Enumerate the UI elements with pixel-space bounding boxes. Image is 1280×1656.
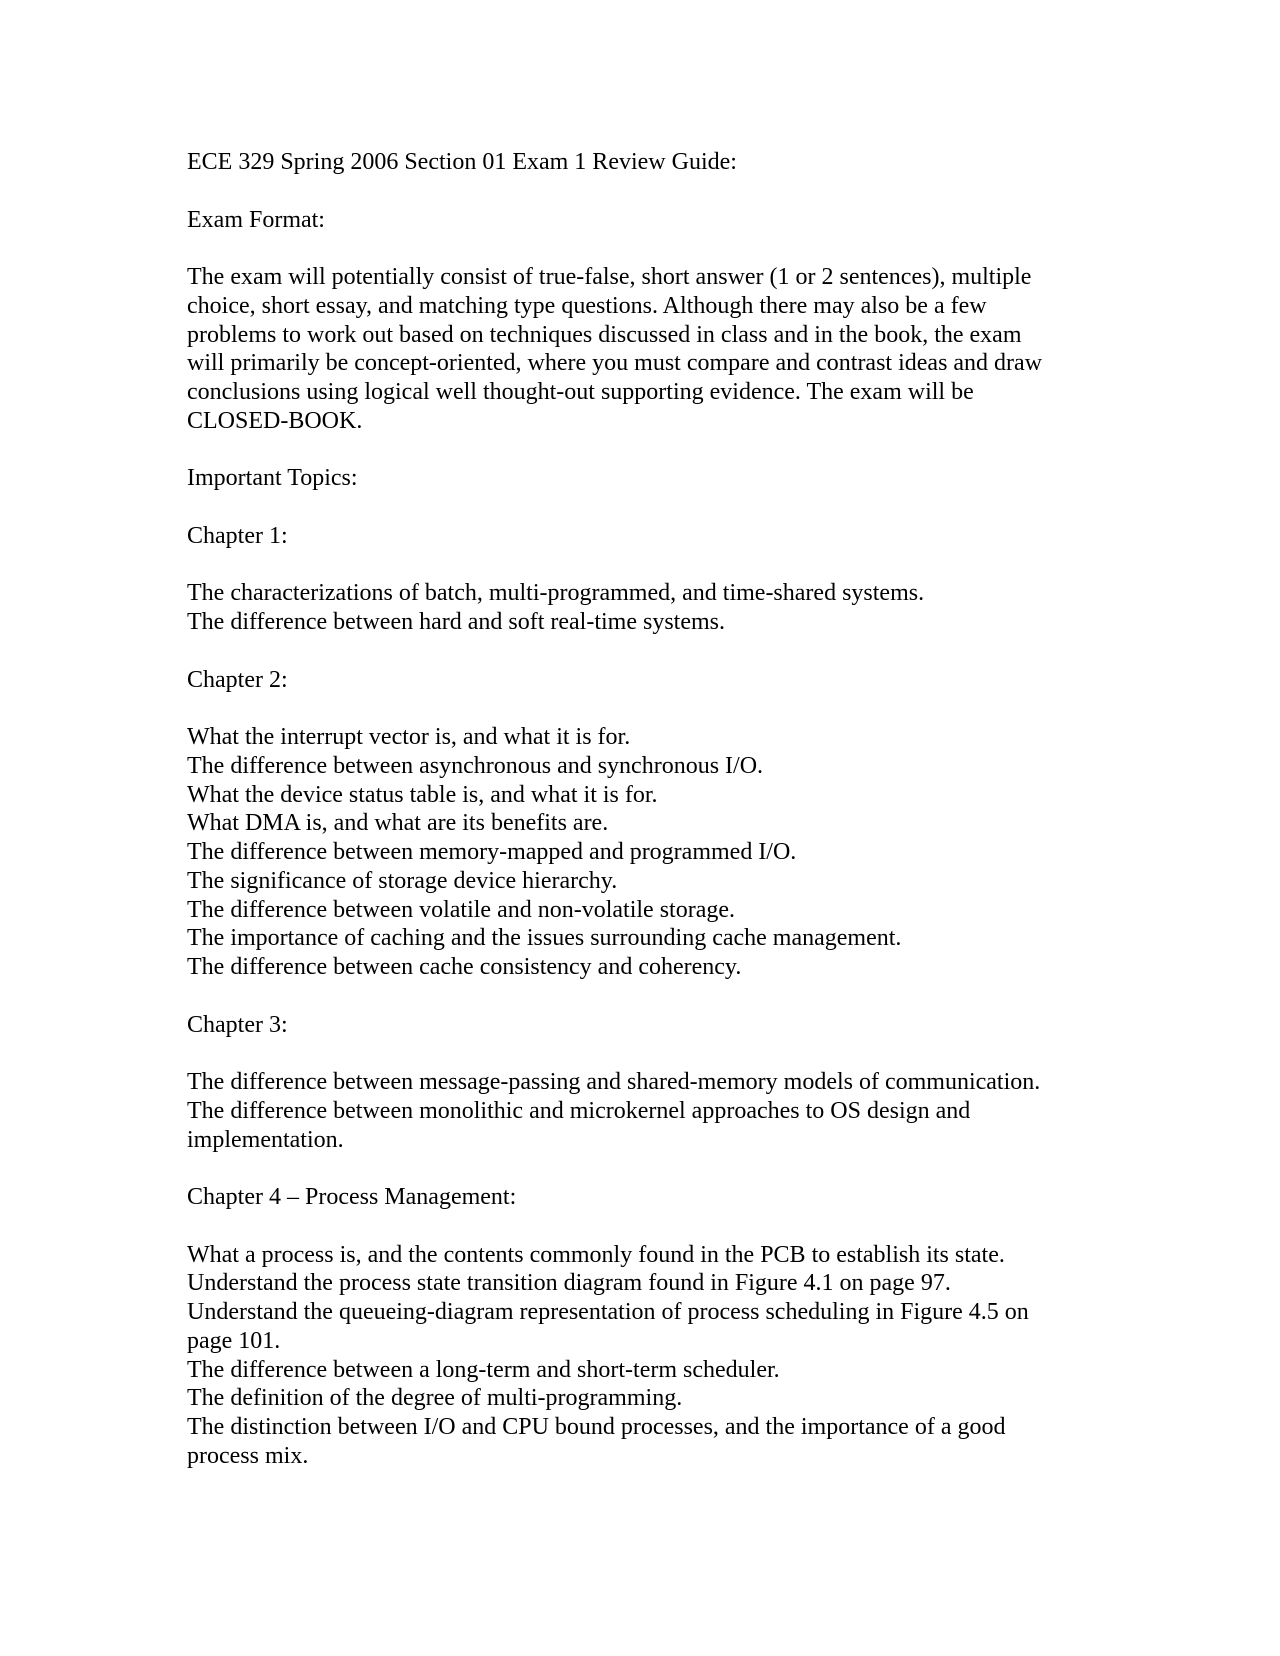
topic-line: implementation. [187, 1126, 344, 1153]
document-page [187, 148, 1087, 1499]
topic-line: The difference between cache consistency and coherency. [187, 954, 742, 980]
paragraph-line: The exam will potentially consist of true-false, short answer (1 or 2 sentences), multiple [187, 264, 1032, 290]
topic-line: The difference between a long-term and short-term scheduler. [187, 1356, 780, 1383]
chapter-3-heading [187, 1011, 1087, 1040]
exam-format-heading [187, 206, 1087, 235]
title-text: ECE 329 Spring 2006 Section 01 Exam 1 Review Guide: [187, 149, 737, 175]
topic-line: What a process is, and the contents commonly found in the PCB to establish its state. [187, 1241, 1005, 1268]
chapter-heading-text: Chapter 3: [187, 1011, 288, 1038]
chapter-1-heading [187, 522, 1087, 551]
exam-format-heading-text: Exam Format: [187, 206, 325, 233]
chapter-4-heading [187, 1183, 1087, 1212]
paragraph-line: CLOSED-BOOK. [187, 407, 363, 434]
chapter-heading-text: Chapter 4 – Process Management: [187, 1184, 517, 1210]
paragraph-line: conclusions using logical well thought-out supporting evidence. The exam will be [187, 379, 974, 405]
chapter-2-heading [187, 666, 1087, 695]
topic-line: What DMA is, and what are its benefits are. [187, 810, 609, 837]
topic-line: Understand the process state transition diagram found in Figure 4.1 on page 97. [187, 1270, 951, 1297]
paragraph-line: problems to work out based on techniques discussed in class and in the book, the exam [187, 321, 1022, 348]
topic-line: The difference between volatile and non-volatile storage. [187, 896, 735, 923]
topic-line: What the device status table is, and what it is for. [187, 781, 658, 808]
topic-line: What the interrupt vector is, and what it is for. [187, 724, 631, 750]
topic-line: page 101. [187, 1327, 281, 1354]
topic-line: Understand the queueing-diagram representation of process scheduling in Figure 4.5 on [187, 1299, 1029, 1325]
topic-line: The difference between asynchronous and synchronous I/O. [187, 752, 764, 779]
topic-line: The significance of storage device hierarchy. [187, 867, 618, 894]
topic-line: The distinction between I/O and CPU bound processes, and the importance of a good [187, 1414, 1006, 1440]
exam-format-paragraph [187, 263, 1087, 436]
paragraph-line: will primarily be concept-oriented, where you must compare and contrast ideas and draw [187, 350, 1043, 377]
topic-line: process mix. [187, 1442, 309, 1469]
topic-line: The difference between memory-mapped and programmed I/O. [187, 839, 797, 865]
paragraph-line: choice, short essay, and matching type questions. Although there may also be a few [187, 292, 987, 319]
topic-line: The difference between monolithic and microkernel approaches to OS design and [187, 1097, 971, 1124]
important-topics-heading-text: Important Topics: [187, 465, 358, 492]
chapter-heading-text: Chapter 1: [187, 522, 288, 549]
topic-line: The difference between hard and soft real-time systems. [187, 609, 726, 635]
topic-line: The characterizations of batch, multi-programmed, and time-shared systems. [187, 580, 925, 607]
chapter-2-topics [187, 723, 1087, 982]
chapter-1-topics [187, 579, 1087, 637]
important-topics-heading [187, 464, 1087, 493]
chapter-heading-text: Chapter 2: [187, 666, 288, 693]
topic-line: The importance of caching and the issues surrounding cache management. [187, 925, 902, 952]
chapter-4-topics [187, 1241, 1087, 1471]
topic-line: The difference between message-passing and shared-memory models of communication. [187, 1069, 1041, 1095]
topic-line: The definition of the degree of multi-programming. [187, 1385, 683, 1412]
document-title [187, 148, 1087, 177]
chapter-3-topics [187, 1068, 1087, 1154]
